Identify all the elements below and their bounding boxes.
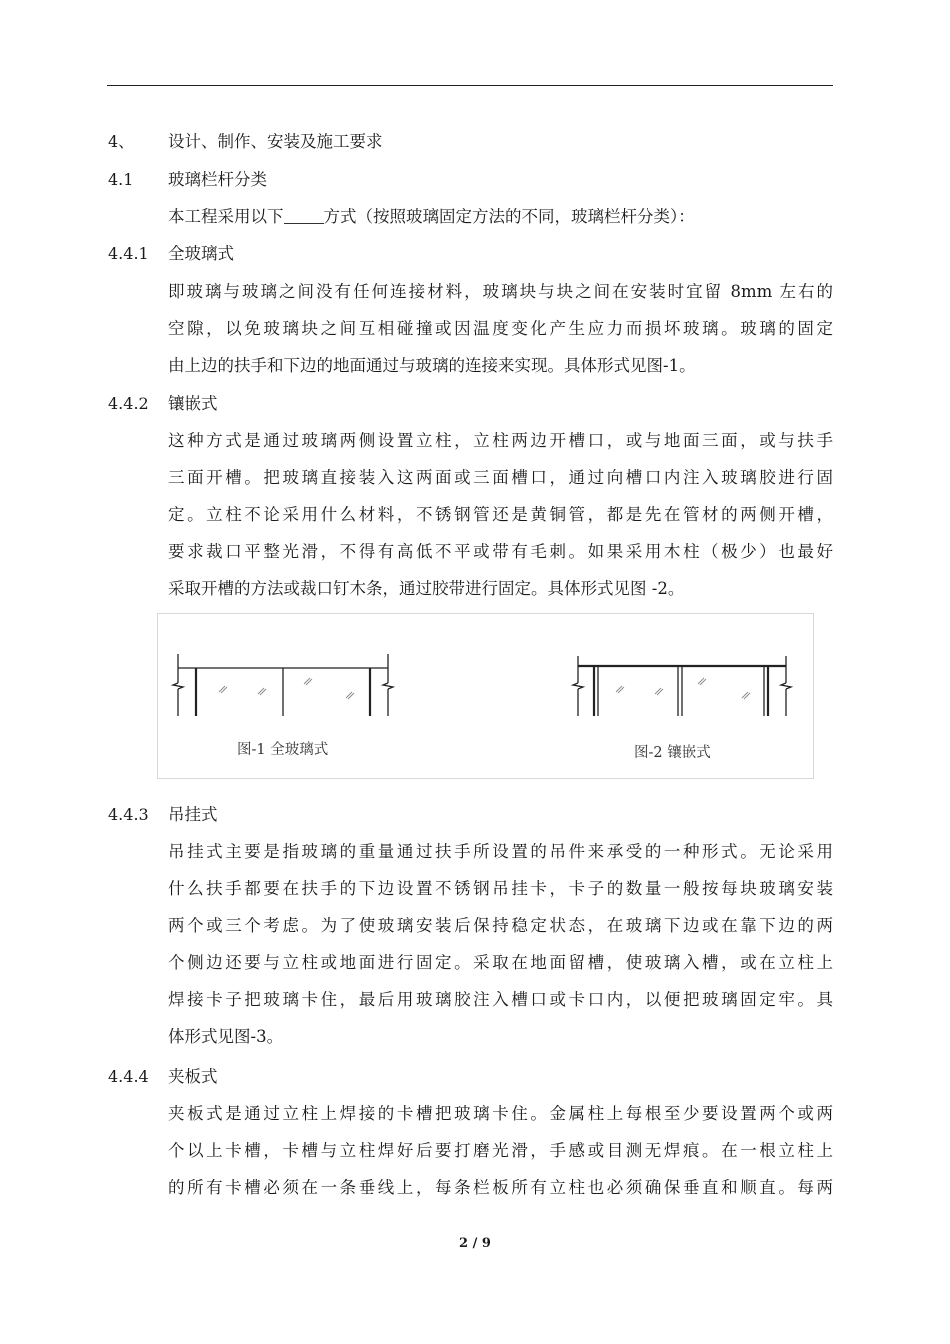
clause-title-443: 吊挂式 (168, 805, 218, 824)
paragraph-441 (168, 282, 833, 393)
section-title: 设计、制作、安装及施工要求 (168, 132, 383, 151)
paragraph-line: 的所有卡槽必须在一条垂线上，每条栏板所有立柱也必须确保垂直和顺直。每两 (168, 1178, 833, 1197)
paragraph-line: 焊接卡子把玻璃卡住，最后用玻璃胶注入槽口或卡口内，以便把玻璃固定牢。具 (168, 990, 833, 1009)
paragraph-line: 这种方式是通过玻璃两侧设置立柱，立柱两边开槽口，或与地面三面，或与扶手 (168, 431, 833, 450)
paragraph-line: 体形式见图-3。 (168, 1027, 284, 1046)
clause-number-444: 4.4.4 (108, 1067, 149, 1086)
clause-number-441: 4.4.1 (108, 244, 149, 263)
fill-in-blank (284, 207, 324, 224)
railing-diagram-full-glass (170, 650, 395, 722)
intro-after: 方式（按照玻璃固定方法的不同，玻璃栏杆分类）： (323, 207, 695, 226)
figure-2-caption: 图-2 镶嵌式 (634, 745, 711, 761)
paragraph-line: 两个或三个考虑。为了使玻璃安装后保持稳定状态，在玻璃下边或在靠下边的两 (168, 916, 833, 935)
intro-sentence (168, 207, 695, 227)
clause-title-442: 镶嵌式 (168, 394, 218, 413)
intro-before: 本工程采用以下 (168, 207, 284, 226)
paragraph-line: 个侧边还要与立柱或地面进行固定。采取在地面留槽，使玻璃入槽，或在立柱上 (168, 953, 833, 972)
page-number: 2 / 9 (459, 1236, 491, 1251)
paragraph-line: 定。立柱不论采用什么材料，不锈钢管还是黄铜管，都是先在管材的两侧开槽， (168, 505, 833, 524)
subsection-number: 4.1 (108, 170, 134, 189)
paragraph-line: 夹板式是通过立柱上焊接的卡槽把玻璃卡住。金属柱上每根至少要设置两个或两 (168, 1104, 833, 1123)
paragraph-line: 即玻璃与玻璃之间没有任何连接材料，玻璃块与块之间在安装时宜留 8mm 左右的 (168, 282, 833, 301)
clause-title-444: 夹板式 (168, 1067, 218, 1086)
header-rule (107, 85, 833, 86)
paragraph-line: 空隙，以免玻璃块之间互相碰撞或因温度变化产生应力而损坏玻璃。玻璃的固定 (168, 319, 833, 338)
paragraph-444 (168, 1104, 833, 1215)
paragraph-line: 吊挂式主要是指玻璃的重量通过扶手所设置的吊件来承受的一种形式。无论采用 (168, 842, 833, 861)
clause-number-443: 4.4.3 (108, 805, 149, 824)
paragraph-line: 三面开槽。把玻璃直接装入这两面或三面槽口，通过向槽口内注入玻璃胶进行固 (168, 468, 833, 487)
section-number: 4、 (108, 132, 135, 151)
paragraph-line: 采取开槽的方法或裁口钉木条，通过胶带进行固定。具体形式见图 -2。 (168, 579, 685, 598)
railing-diagram-inlay (570, 650, 795, 722)
paragraph-line: 什么扶手都要在扶手的下边设置不锈钢吊挂卡，卡子的数量一般按每块玻璃安装 (168, 879, 833, 898)
subsection-title: 玻璃栏杆分类 (168, 170, 267, 189)
clause-number-442: 4.4.2 (108, 394, 149, 413)
paragraph-line: 要求裁口平整光滑，不得有高低不平或带有毛刺。如果采用木柱（极少）也最好 (168, 542, 833, 561)
paragraph-443 (168, 842, 833, 1064)
clause-title-441: 全玻璃式 (168, 244, 234, 263)
paragraph-442 (168, 431, 833, 616)
figure-1-caption: 图-1 全玻璃式 (237, 742, 329, 758)
paragraph-line: 由上边的扶手和下边的地面通过与玻璃的连接来实现。具体形式见图-1。 (168, 356, 696, 375)
paragraph-line: 个以上卡槽，卡槽与立柱焊好后要打磨光滑，手感或目测无焊痕。在一根立柱上 (168, 1141, 833, 1160)
